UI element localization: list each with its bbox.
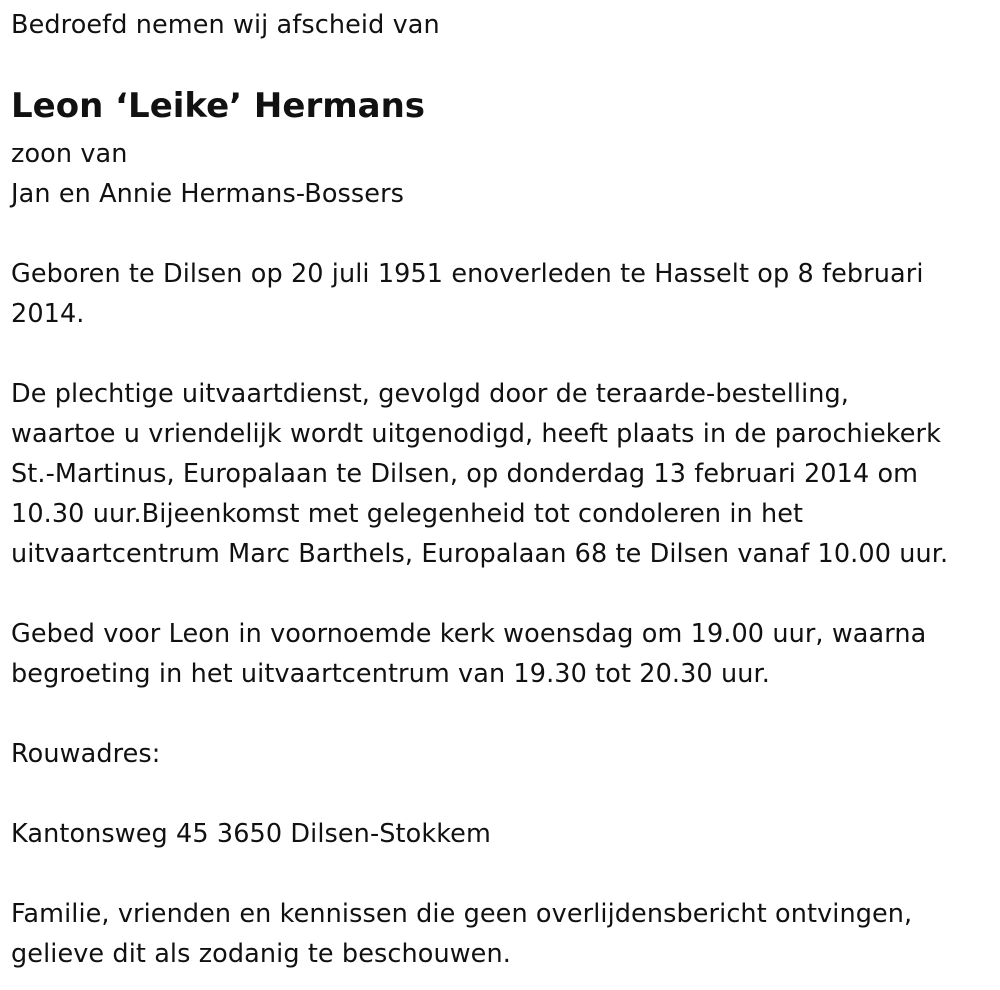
service-line-5: uitvaartcentrum Marc Barthels, Europalaan 68 te Dilsen vanaf 10.00 uur. bbox=[11, 539, 949, 569]
address-label: Rouwadres: bbox=[11, 739, 161, 769]
service-line-2: waartoe u vriendelijk wordt uitgenodigd, heeft plaats in de parochiekerk bbox=[11, 419, 941, 449]
parents-names: Jan en Annie Hermans-Bossers bbox=[11, 179, 405, 209]
prayer-section bbox=[11, 614, 926, 694]
family-note-line-1: Familie, vrienden en kennissen die geen overlijdensbericht ontvingen, bbox=[11, 899, 913, 929]
prayer-line-1: Gebed voor Leon in voornoemde kerk woensdag om 19.00 uur, waarna bbox=[11, 619, 927, 649]
address-section bbox=[11, 814, 491, 854]
prayer-line-2: begroeting in het uitvaartcentrum van 19.30 tot 20.30 uur. bbox=[11, 659, 770, 689]
service-line-4: 10.30 uur.Bijeenkomst met gelegenheid tot condoleren in het bbox=[11, 499, 804, 529]
birth-death-section bbox=[11, 254, 924, 334]
deceased-name: Leon ‘Leike’ Hermans bbox=[11, 86, 426, 126]
birth-death-line-1: Geboren te Dilsen op 20 juli 1951 enoverleden te Hasselt op 8 februari bbox=[11, 259, 924, 289]
family-note-section bbox=[11, 894, 912, 974]
service-line-3: St.-Martinus, Europalaan te Dilsen, op donderdag 13 februari 2014 om bbox=[11, 459, 919, 489]
parents-section bbox=[11, 134, 404, 214]
family-note-line-2: gelieve dit als zodanig te beschouwen. bbox=[11, 939, 511, 969]
mourning-address: Kantonsweg 45 3650 Dilsen-Stokkem bbox=[11, 819, 491, 849]
parents-label: zoon van bbox=[11, 139, 128, 169]
birth-death-line-2: 2014. bbox=[11, 299, 85, 329]
address-label-section bbox=[11, 734, 161, 774]
funeral-service-section bbox=[11, 374, 948, 574]
intro-text: Bedroefd nemen wij afscheid van bbox=[11, 10, 440, 40]
service-line-1: De plechtige uitvaartdienst, gevolgd door de teraarde-bestelling, bbox=[11, 379, 850, 409]
